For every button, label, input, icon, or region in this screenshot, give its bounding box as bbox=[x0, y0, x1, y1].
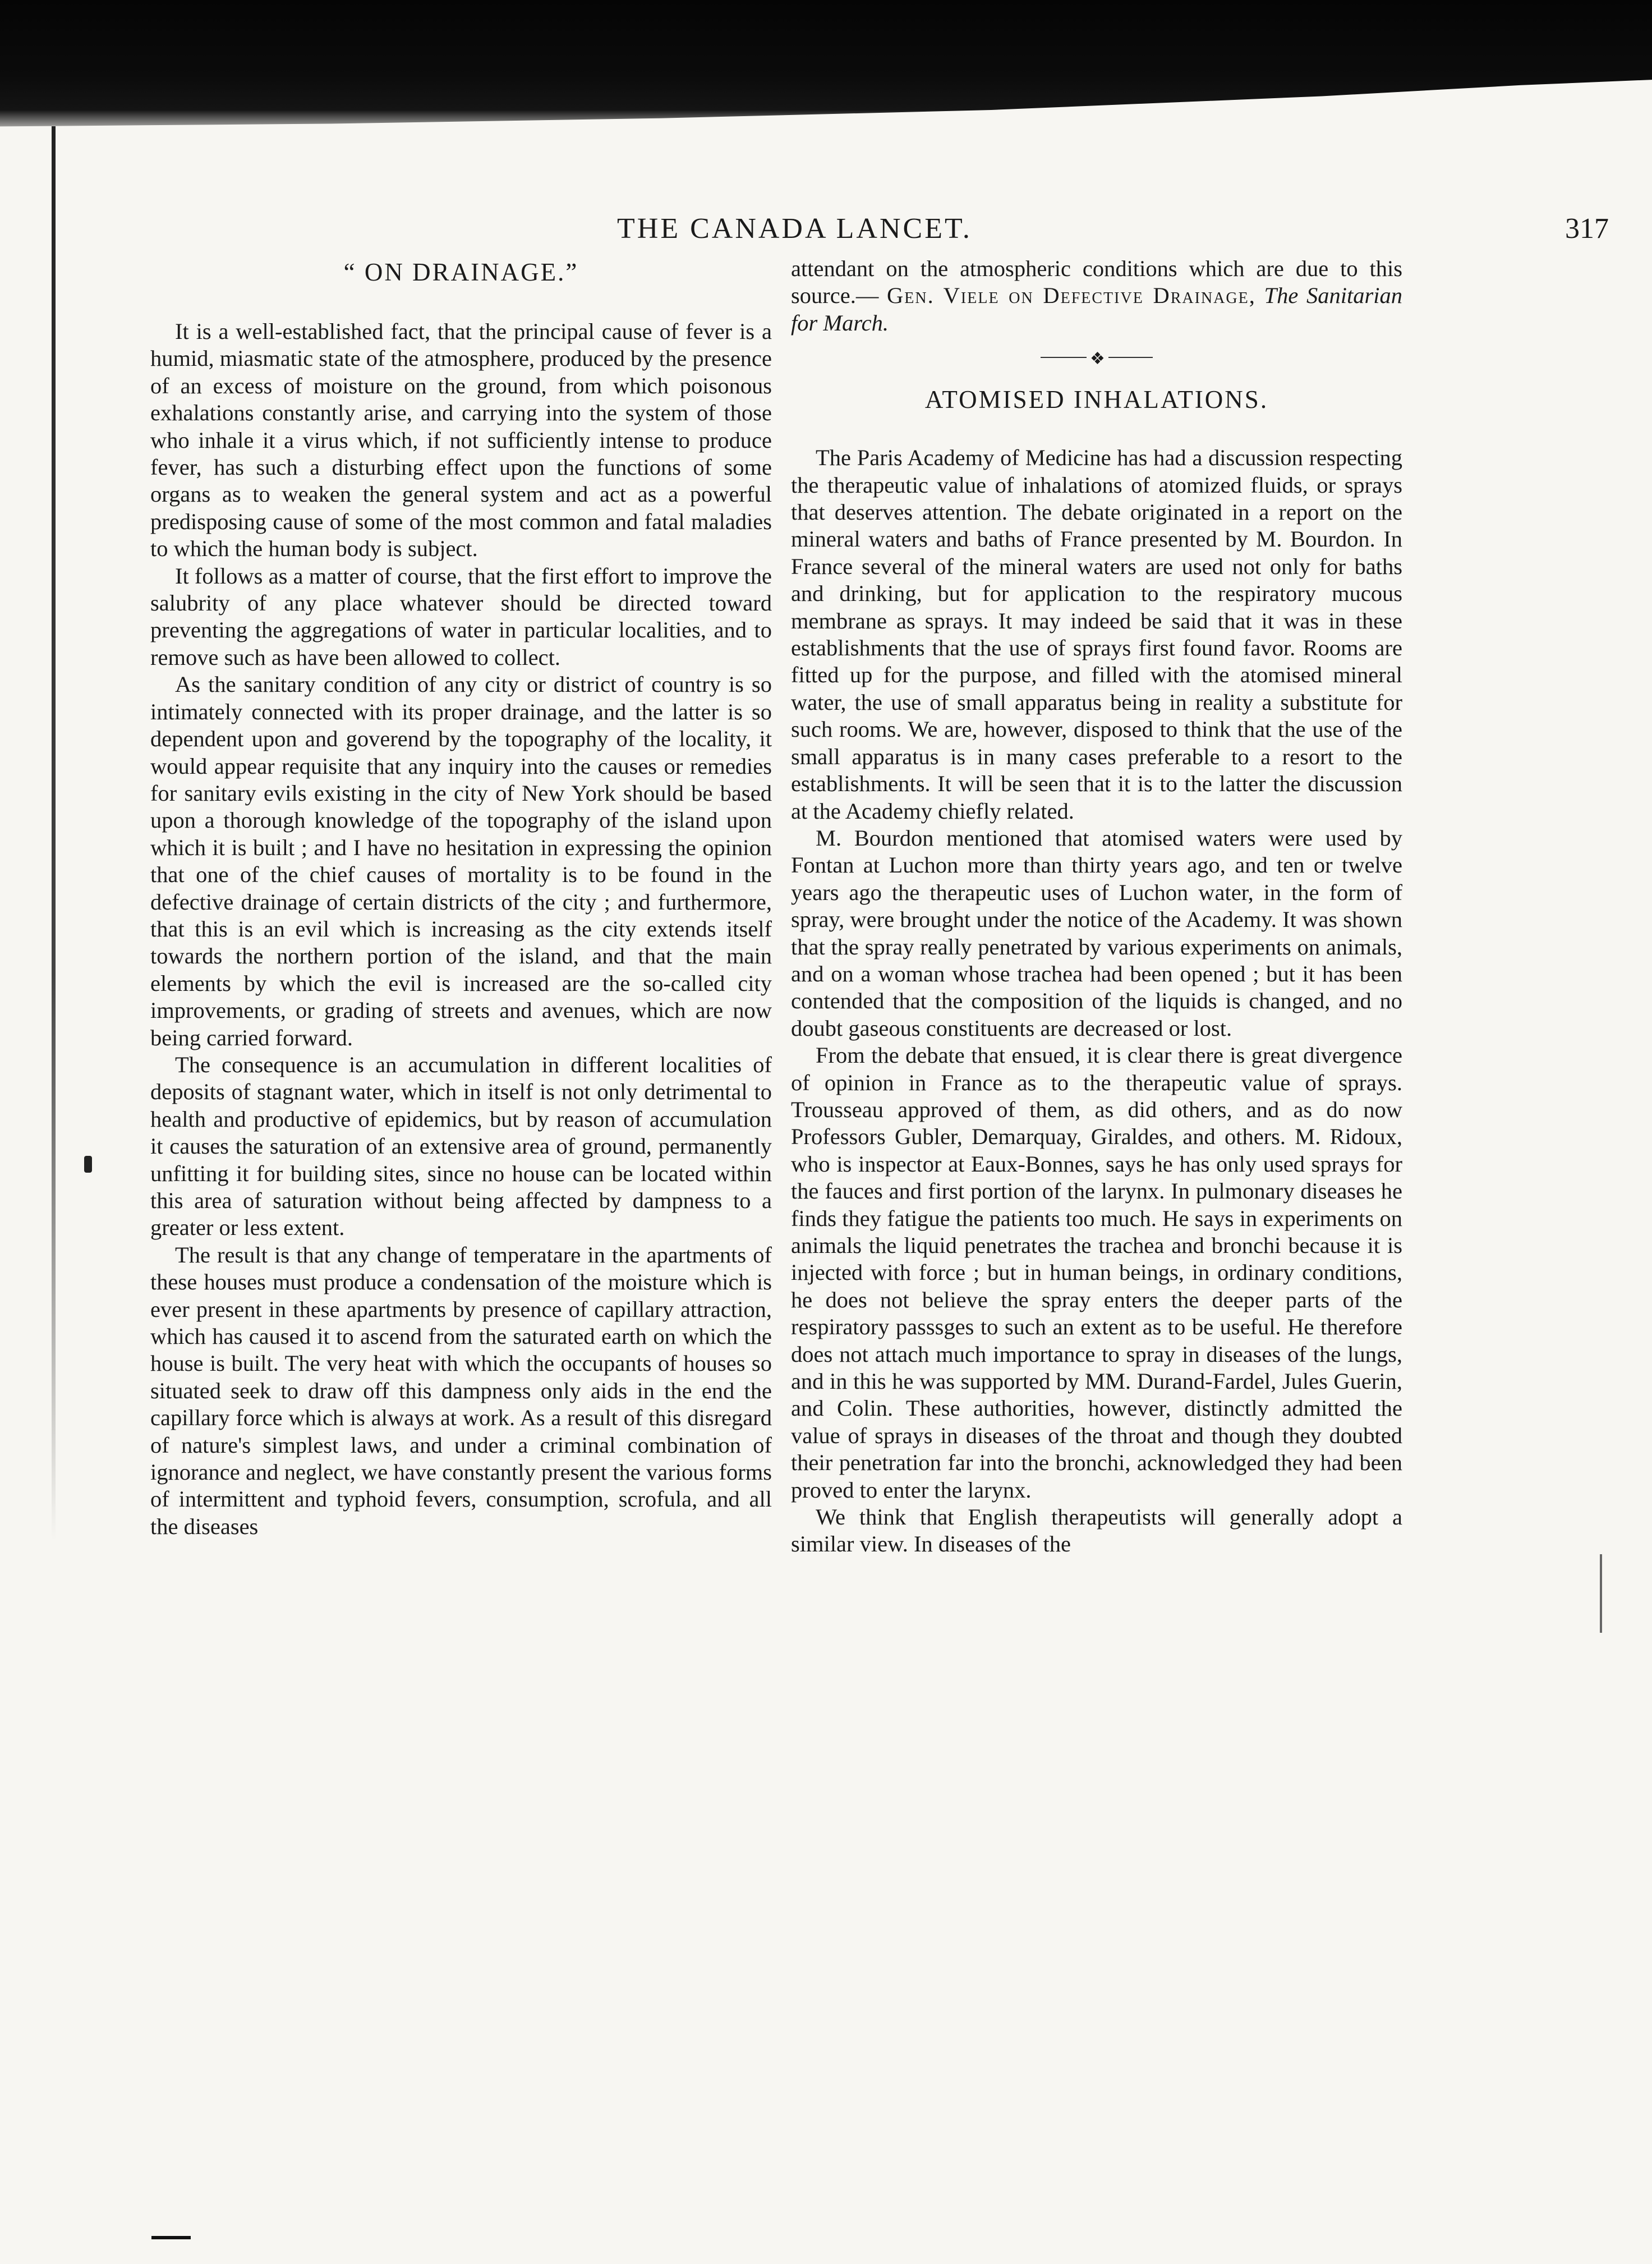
paragraph: It follows as a matter of course, that the first effort to improve the salubrity of any place whatever should be directed toward preventing the aggregations of water in particular localities, and to remove such as have been allowed to collect. bbox=[150, 563, 772, 670]
section-separator bbox=[1041, 350, 1153, 369]
source-citation: The Sanitarian for March. bbox=[791, 283, 1402, 336]
scan-left-margin-line bbox=[52, 126, 56, 1540]
paragraph: From the debate that ensued, it is clear there is great divergence of opinion in France as to the therapeutic value of sprays. Trousseau approved of them, as did others, and as do now Professors Gubler, Demarquay, Giraldes, and others. M. Ridoux, who is inspector at Eaux-Bonnes, says he has only used sprays for the fauces and first portion of the larynx. In pulmonary diseases he finds they fatigue the patients too much. He says in experiments on animals the liquid penetrates the trachea and bronchi because it is injected with force ; but in human beings, in ordinary conditions, he does not believe the spray enters the deeper parts of the respiratory passsges to such an extent as to be useful. He therefore does not attach much importance to spray in diseases of the lungs, and in this he was supported by MM. Durand-Fardel, Jules Guerin, and Colin. These authorities, however, distinctly admitted the value of sprays in diseases of the throat and though they doubted their penetration far into the bronchi, acknowledged they had been proved to enter the larynx. bbox=[791, 1043, 1402, 1503]
right-column bbox=[791, 255, 1402, 2225]
paragraph: The Paris Academy of Medicine has had a discussion respecting the therapeutic value of inhalations of atomized fluids, or sprays that deserves attention. The debate originated in a report on the mineral waters and baths of France presented by M. Bourdon. In France several of the mineral waters are used not only for baths and drinking, but for application to the respiratory mucous membrane as sprays. It may indeed be said that it was in these establishments that the use of sprays first found favor. Rooms are fitted up for the purpose, and filled with the atomised mineral water, the use of small apparatus being in reality a substitute for such rooms. We are, however, disposed to think that the use of the small apparatus is in many cases preferable to a resort to the establishments. It will be seen that it is to the latter the discussion at the Academy chiefly related. bbox=[791, 445, 1402, 824]
paragraph: As the sanitary condition of any city or district of country is so intimately connected with its proper drainage, and the latter is so dependent upon and goverend by the topography of the locality, it would appear requisite that any inquiry into the causes or remedies for sanitary evils existing in the city of New York should be based upon a thorough knowledge of the topography of the island upon which it is built ; and I have no hesitation in expressing the opinion that one of the chief causes of mortality is to be found in the defective drainage of certain districts of the city ; and furthermore, that this is an evil which is increasing as the city extends itself towards the northern portion of the island, and that the main elements by which the evil is increased are the so-called city improvements, or grading of streets and avenues, which are now being carried forward. bbox=[150, 672, 772, 1050]
paragraph: We think that English therapeutists will generally adopt a similar view. In diseases of the bbox=[791, 1504, 1402, 1557]
article-title-inhalations: ATOMISED INHALATIONS. bbox=[924, 385, 1269, 414]
running-header bbox=[0, 212, 1652, 251]
scan-speck bbox=[84, 1156, 92, 1173]
scan-speck bbox=[151, 2236, 191, 2239]
continuation-text: attendant on the atmospheric conditions which are due to this source.— bbox=[791, 256, 1402, 309]
paragraph: M. Bourdon mentioned that atomised waters were used by Fontan at Luchon more than thirty years ago, and ten or twelve years ago the therapeutic uses of Luchon water, in the form of spray, were brought under the notice of the Academy. It was shown that the spray really penetrated by various experiments on animals, and on a woman whose trachea had been opened ; but it has been contended that the composition of the liquids is changed, and no doubt gaseous constituents are decreased or lost. bbox=[791, 825, 1402, 1041]
left-column bbox=[150, 255, 772, 2225]
attribution: Gen. Viele on Defective Drainage, bbox=[887, 283, 1256, 309]
page-number: 317 bbox=[1565, 213, 1609, 245]
article-title-drainage: “ ON DRAINAGE.” bbox=[343, 258, 579, 286]
journal-title: THE CANADA LANCET. bbox=[617, 213, 972, 245]
paragraph: The result is that any change of temperatare in the apartments of these houses must produce a condensation of the moisture which is ever present in these apartments by presence of capillary attraction, which has caused it to ascend from the saturated earth on which the house is built. The very heat with which the occupants of houses so situated seek to draw off this dampness only aids in the end the capillary force which is always at work. As a result of this disregard of nature's simplest laws, and under a criminal combination of ignorance and neglect, we have constantly present the various forms of intermittent and typhoid fevers, consumption, scrofula, and all the diseases bbox=[150, 1242, 772, 1539]
separator-ornament: ❖ bbox=[1087, 346, 1108, 373]
paragraph: It is a well-established fact, that the principal cause of fever is a humid, miasmatic state of the atmosphere, produced by the presence of an excess of moisture on the ground, from which poisonous exhalations constantly arise, and carrying into the system of those who inhale it a virus which, if not sufficiently intense to produce fever, has such a disturbing effect upon the functions of some organs as to weaken the general system and act as a powerful predisposing cause of some of the most common and fatal maladies to which the human body is subject. bbox=[150, 319, 772, 562]
scan-speck bbox=[1600, 1554, 1602, 1633]
scan-dark-top-edge bbox=[0, 0, 1652, 137]
paragraph: The consequence is an accumulation in different localities of deposits of stagnant water, which in itself is not only detrimental to health and productive of epidemics, but by reason of accumulation it causes the saturation of an extensive area of ground, permanently unfitting it for building sites, since no house can be located within this area of saturation without being affected by dampness to a greater or less extent. bbox=[150, 1051, 772, 1241]
article-continuation bbox=[791, 255, 1402, 337]
